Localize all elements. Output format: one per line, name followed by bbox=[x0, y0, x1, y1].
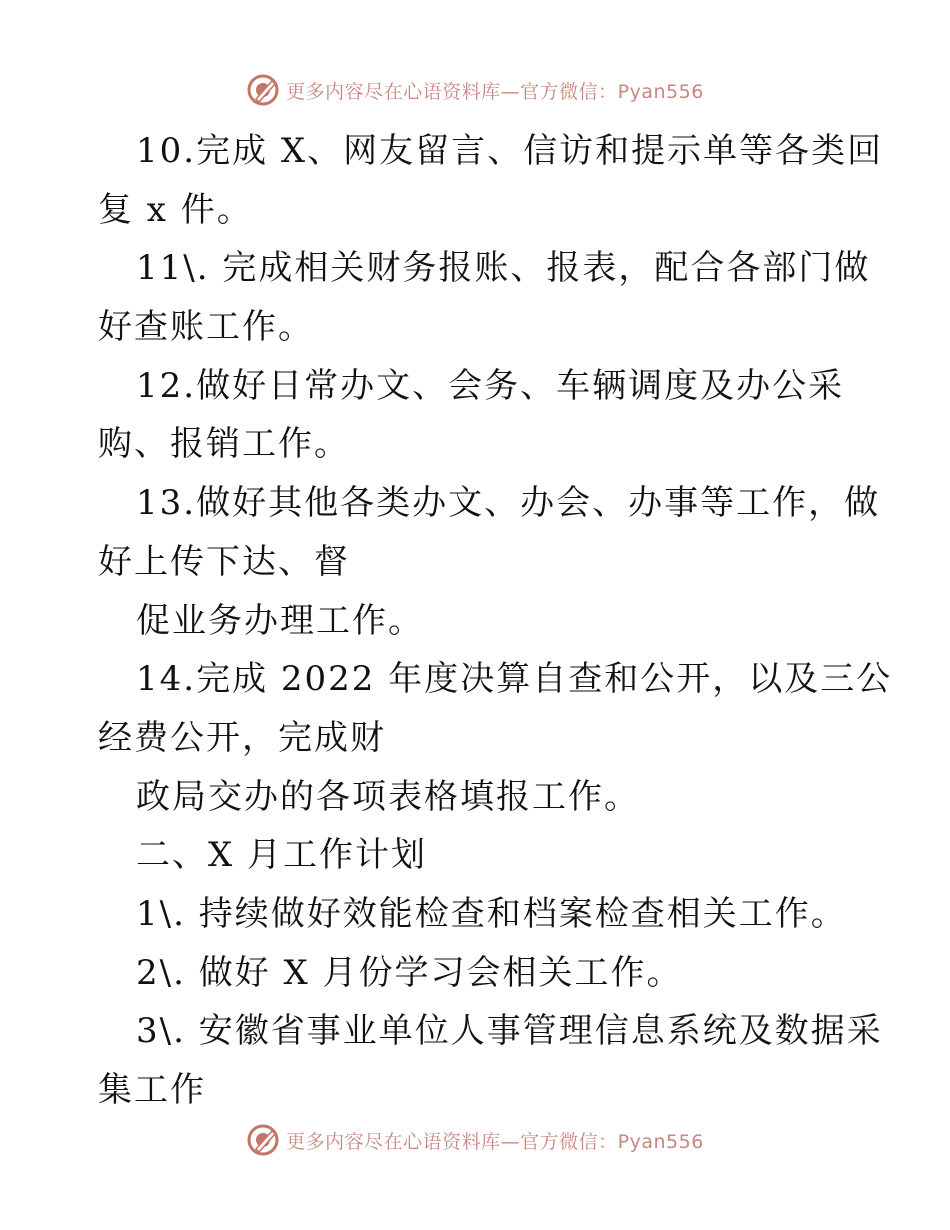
paragraph-line: 12.做好日常办文、会务、车辆调度及办公采 bbox=[136, 365, 845, 406]
paragraph-line: 好查账工作。 bbox=[98, 307, 314, 348]
paragraph-line: 促业务办理工作。 bbox=[136, 600, 424, 641]
paragraph-line: 10.完成 X、网友留言、信访和提示单等各类回 bbox=[136, 131, 884, 171]
section-heading: 二、X 月工作计划 bbox=[136, 835, 428, 876]
watermark-text: 更多内容尽在心语资料库—官方微信：Pyan556 bbox=[286, 80, 704, 103]
paragraph-line: 14.完成 2022 年度决算自查和公开，以及三公 bbox=[136, 659, 893, 700]
paragraph-line: 13.做好其他各类办文、办会、办事等工作，做 bbox=[136, 483, 881, 524]
watermark-text: 更多内容尽在心语资料库—官方微信：Pyan556 bbox=[286, 1130, 704, 1153]
paragraph-line: 购、报销工作。 bbox=[98, 424, 350, 465]
document-body bbox=[98, 122, 893, 1120]
paragraph-line: 复 x 件。 bbox=[98, 189, 253, 230]
pen-circle-logo-icon bbox=[246, 1123, 280, 1157]
paragraph-line: 政局交办的各项表格填报工作。 bbox=[136, 776, 640, 817]
watermark-header bbox=[0, 70, 950, 110]
pen-circle-logo-icon bbox=[246, 73, 280, 107]
paragraph-line: 经费公开，完成财 bbox=[98, 717, 386, 758]
watermark-footer bbox=[0, 1120, 950, 1160]
paragraph-line: 11\. 完成相关财务报账、报表，配合各部门做 bbox=[136, 248, 871, 289]
paragraph-line: 2\. 做好 X 月份学习会相关工作。 bbox=[136, 952, 683, 993]
paragraph-line: 集工作 bbox=[98, 1070, 206, 1110]
paragraph-line: 好上传下达、督 bbox=[98, 541, 350, 582]
paragraph-line: 1\. 持续做好效能检查和档案检查相关工作。 bbox=[136, 893, 847, 934]
paragraph-line: 3\. 安徽省事业单位人事管理信息系统及数据采 bbox=[136, 1011, 883, 1052]
